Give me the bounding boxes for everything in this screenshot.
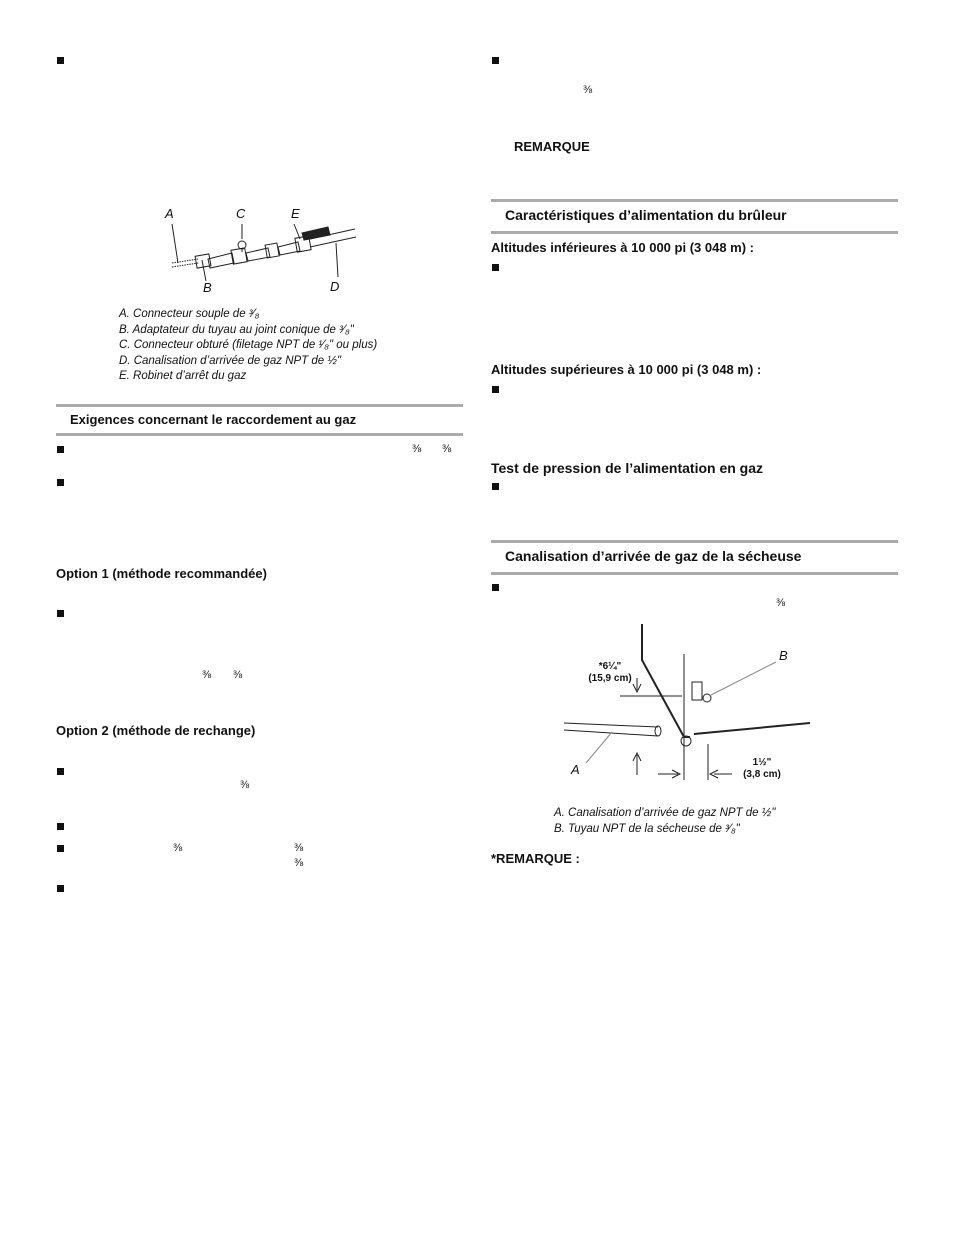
figure-letter-a: A (571, 762, 580, 777)
dimension-bottom-metric: (3,8 cm) (743, 769, 781, 780)
section-heading-text: Caractéristiques d’alimentation du brûleur (505, 207, 787, 223)
section-heading-dryer-supply (491, 540, 898, 575)
caption-a: A. Connecteur souple de ³⁄₈ (119, 308, 260, 320)
bullet (57, 610, 64, 617)
caption-e: E. Robinet d’arrêt du gaz (119, 370, 247, 382)
bullet (492, 584, 499, 591)
figure-letter-e: E (291, 206, 300, 221)
fraction: ⅜ (776, 597, 786, 609)
bullet (492, 57, 499, 64)
figure-caption-list (554, 806, 775, 837)
option-2-heading: Option 2 (méthode de rechange) (56, 723, 256, 738)
gas-connector-drawing (160, 215, 365, 290)
bullet (57, 823, 64, 830)
section-heading-gas-requirements (56, 404, 463, 436)
remarque-label: REMARQUE (514, 139, 590, 154)
bullet (57, 57, 64, 64)
fraction: ⅜ (442, 443, 452, 455)
section-heading-burner (491, 199, 898, 234)
pressure-test-heading: Test de pression de l’alimentation en gaz (491, 460, 764, 476)
fraction: ⅜ (583, 84, 593, 96)
caption-d: D. Canalisation d’arrivée de gaz NPT de ½" (119, 354, 342, 367)
dimension-top (582, 661, 638, 685)
bullet (57, 845, 64, 852)
fraction: ⅜ (294, 857, 304, 869)
fraction: ⅜ (240, 779, 250, 791)
section-heading-text: Canalisation d’arrivée de gaz de la sécheuse (505, 548, 802, 564)
fraction: ⅜ (233, 669, 243, 681)
altitude-low-heading: Altitudes inférieures à 10 000 pi (3 048 m) : (491, 240, 754, 255)
dimension-top-metric: (15,9 cm) (588, 673, 632, 684)
option-1-heading: Option 1 (méthode recommandée) (56, 566, 267, 581)
altitude-high-heading: Altitudes supérieures à 10 000 pi (3 048 m) : (491, 362, 762, 377)
bullet (57, 446, 64, 453)
dimension-bottom-imperial: 1½" (752, 757, 772, 768)
bullet (492, 483, 499, 490)
figure-letter-c: C (236, 206, 246, 221)
bullet (492, 386, 499, 393)
caption-b: B. Adaptateur du tuyau au joint conique de ³⁄₈" (119, 323, 354, 336)
caption-a: A. Canalisation d’arrivée de gaz NPT de ½" (554, 807, 776, 819)
figure-letter-b: B (203, 280, 212, 295)
bullet (57, 479, 64, 486)
bullet (492, 264, 499, 271)
fraction: ⅜ (202, 669, 212, 681)
figure-letter-a: A (165, 206, 174, 221)
caption-b: B. Tuyau NPT de la sécheuse de ³⁄₈" (554, 822, 740, 835)
fraction: ⅜ (173, 842, 183, 854)
bullet (57, 885, 64, 892)
figure-letter-d: D (330, 279, 340, 294)
fraction: ⅜ (294, 842, 304, 854)
figure-letter-b: B (779, 648, 788, 663)
caption-c: C. Connecteur obturé (filetage NPT de ¹⁄₈" ou plus) (119, 339, 378, 351)
section-heading-text: Exigences concernant le raccordement au gaz (70, 412, 357, 427)
dimension-top-imperial: *6¼" (598, 661, 622, 672)
figure-caption-list (119, 307, 377, 385)
dimension-bottom (734, 757, 790, 781)
note-label: *REMARQUE : (491, 851, 580, 866)
fraction: ⅜ (412, 443, 422, 455)
bullet (57, 768, 64, 775)
